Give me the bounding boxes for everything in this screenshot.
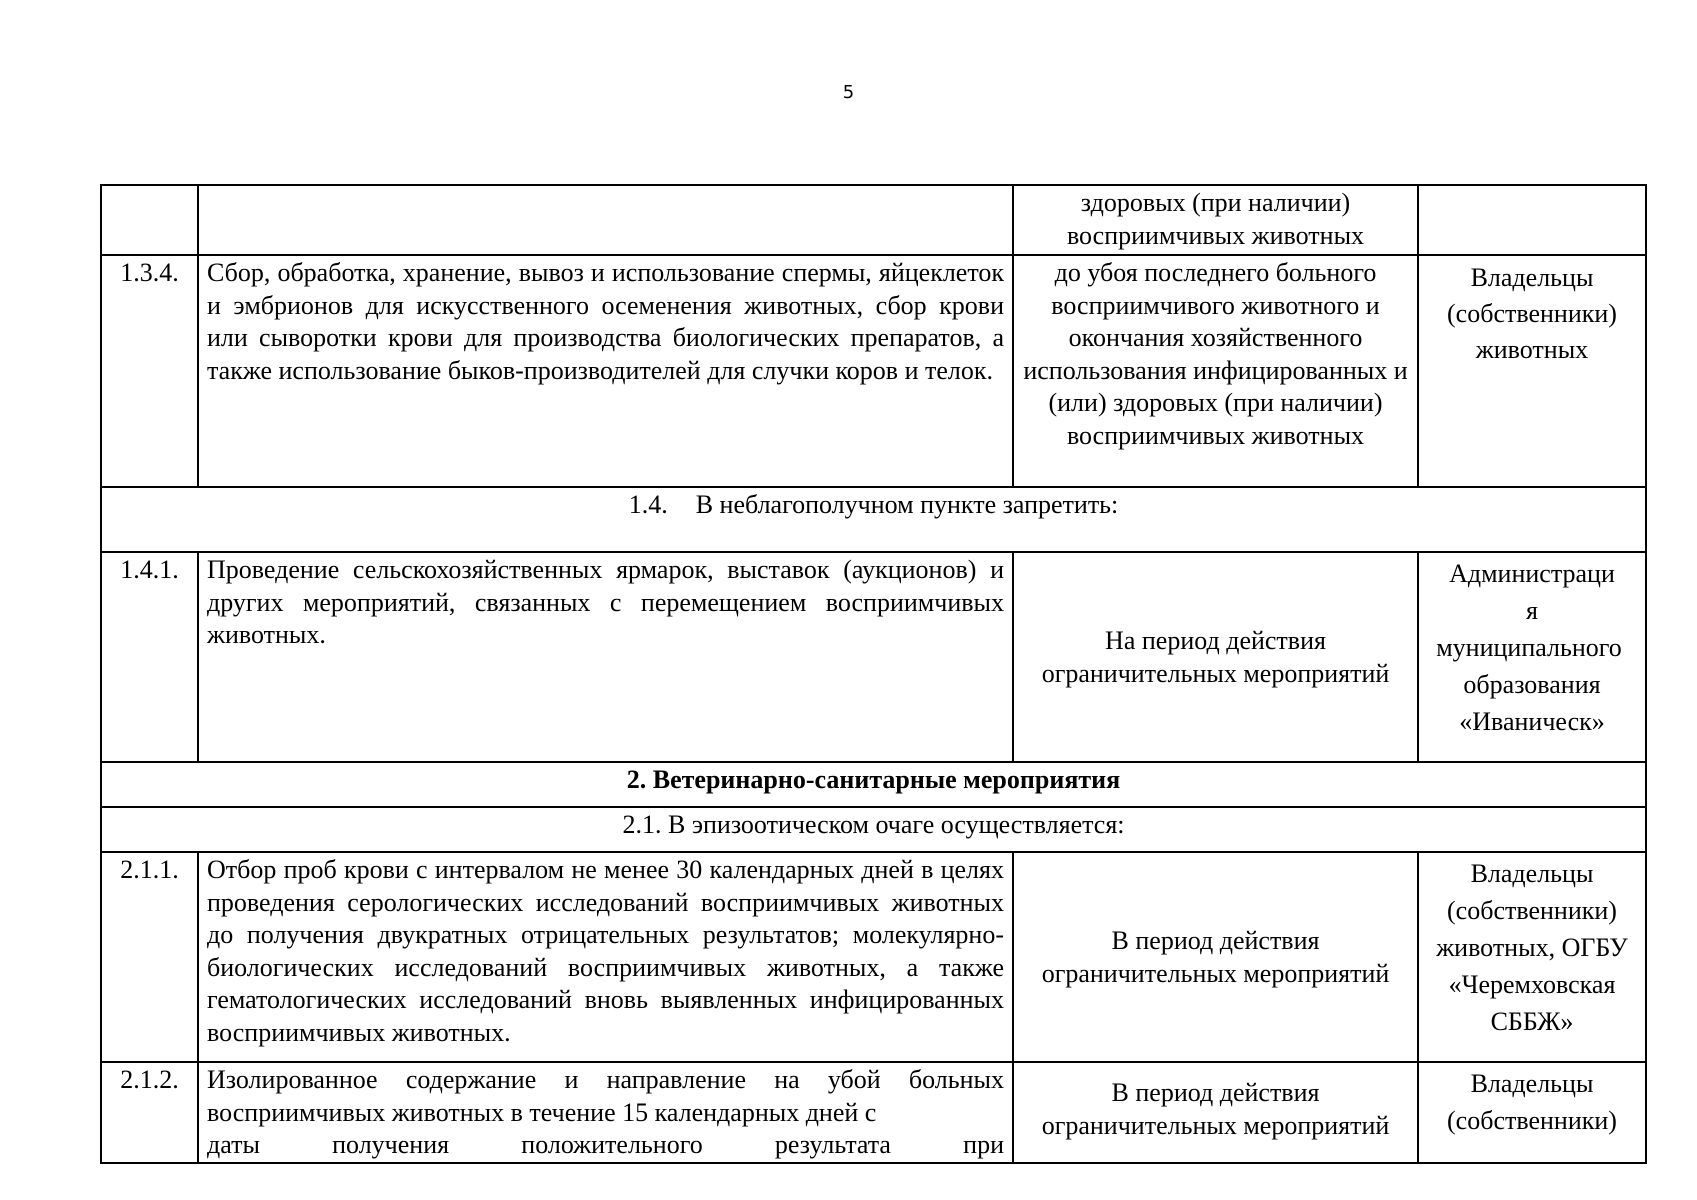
row-responsible: Владельцы (собственники) bbox=[1418, 1062, 1646, 1163]
row-description bbox=[198, 185, 1013, 255]
row-term: до убоя последнего больного восприимчивого животного и окончания хозяйственного использования инфицированных и (или) здоровых (при наличии) восприимчивых животных bbox=[1013, 255, 1418, 487]
table-row bbox=[101, 852, 1646, 1062]
measures-table bbox=[100, 184, 1647, 1164]
subheading-text: В неблагополучном пункте запретить: bbox=[695, 490, 1119, 519]
table-row bbox=[101, 1062, 1646, 1163]
description-text: Изолированное содержание и направление на убой больных восприимчивых животных в течение 15 календарных дней с bbox=[207, 1065, 1004, 1127]
row-responsible bbox=[1418, 552, 1646, 762]
row-number: 2.1.1. bbox=[101, 852, 198, 1062]
subheading-row bbox=[101, 807, 1646, 852]
subheading-number: 1.4. bbox=[628, 490, 668, 519]
row-term: В период действия ограничительных мероприятий bbox=[1013, 1062, 1418, 1163]
responsible-line: я bbox=[1526, 596, 1538, 625]
subheading-2-1: 2.1. В эпизоотическом очаге осуществляется: bbox=[101, 807, 1646, 852]
section-row bbox=[101, 762, 1646, 807]
row-responsible: Владельцы (собственники) животных bbox=[1418, 255, 1646, 487]
row-responsible: Владельцы (собственники) животных, ОГБУ «Черемховская СББЖ» bbox=[1418, 852, 1646, 1062]
description-text: даты получения положительного результата при bbox=[207, 1130, 1004, 1159]
row-description bbox=[198, 1062, 1013, 1163]
responsible-line: Администраци bbox=[1449, 559, 1615, 588]
row-description: Отбор проб крови с интервалом не менее 30 календарных дней в целях проведения серологических исследований восприимчивых животных до получения двукратных отрицательных результатов; молекулярно-биологических исследований восприимчивых животных, а также гематологических исследований вновь выявленных инфицированных восприимчивых животных. bbox=[198, 852, 1013, 1062]
page-number: 5 bbox=[842, 82, 855, 103]
table-row bbox=[101, 185, 1646, 255]
table-row bbox=[101, 552, 1646, 762]
row-description: Сбор, обработка, хранение, вывоз и использование спермы, яйцеклеток и эмбрионов для искусственного осеменения животных, сбор крови или сыворотки крови для производства биологических препаратов, а также использование быков-производителей для случки коров и телок. bbox=[198, 255, 1013, 487]
row-term: здоровых (при наличии) восприимчивых животных bbox=[1013, 185, 1418, 255]
row-description: Проведение сельскохозяйственных ярмарок, выставок (аукционов) и других мероприятий, связанных с перемещением восприимчивых животных. bbox=[198, 552, 1013, 762]
row-responsible bbox=[1418, 185, 1646, 255]
row-term: В период действия ограничительных мероприятий bbox=[1013, 852, 1418, 1062]
row-number: 2.1.2. bbox=[101, 1062, 198, 1163]
row-term: На период действия ограничительных мероприятий bbox=[1013, 552, 1418, 762]
row-number: 1.3.4. bbox=[101, 255, 198, 487]
row-number: 1.4.1. bbox=[101, 552, 198, 762]
table-row bbox=[101, 255, 1646, 487]
responsible-line: муниципального bbox=[1436, 633, 1622, 662]
responsible-line: образования bbox=[1463, 670, 1601, 699]
section-title: 2. Ветеринарно-санитарные мероприятия bbox=[101, 762, 1646, 807]
row-number bbox=[101, 185, 198, 255]
subheading-1-4 bbox=[101, 487, 1646, 552]
responsible-line: «Иваническ» bbox=[1459, 707, 1605, 736]
subheading-row bbox=[101, 487, 1646, 552]
